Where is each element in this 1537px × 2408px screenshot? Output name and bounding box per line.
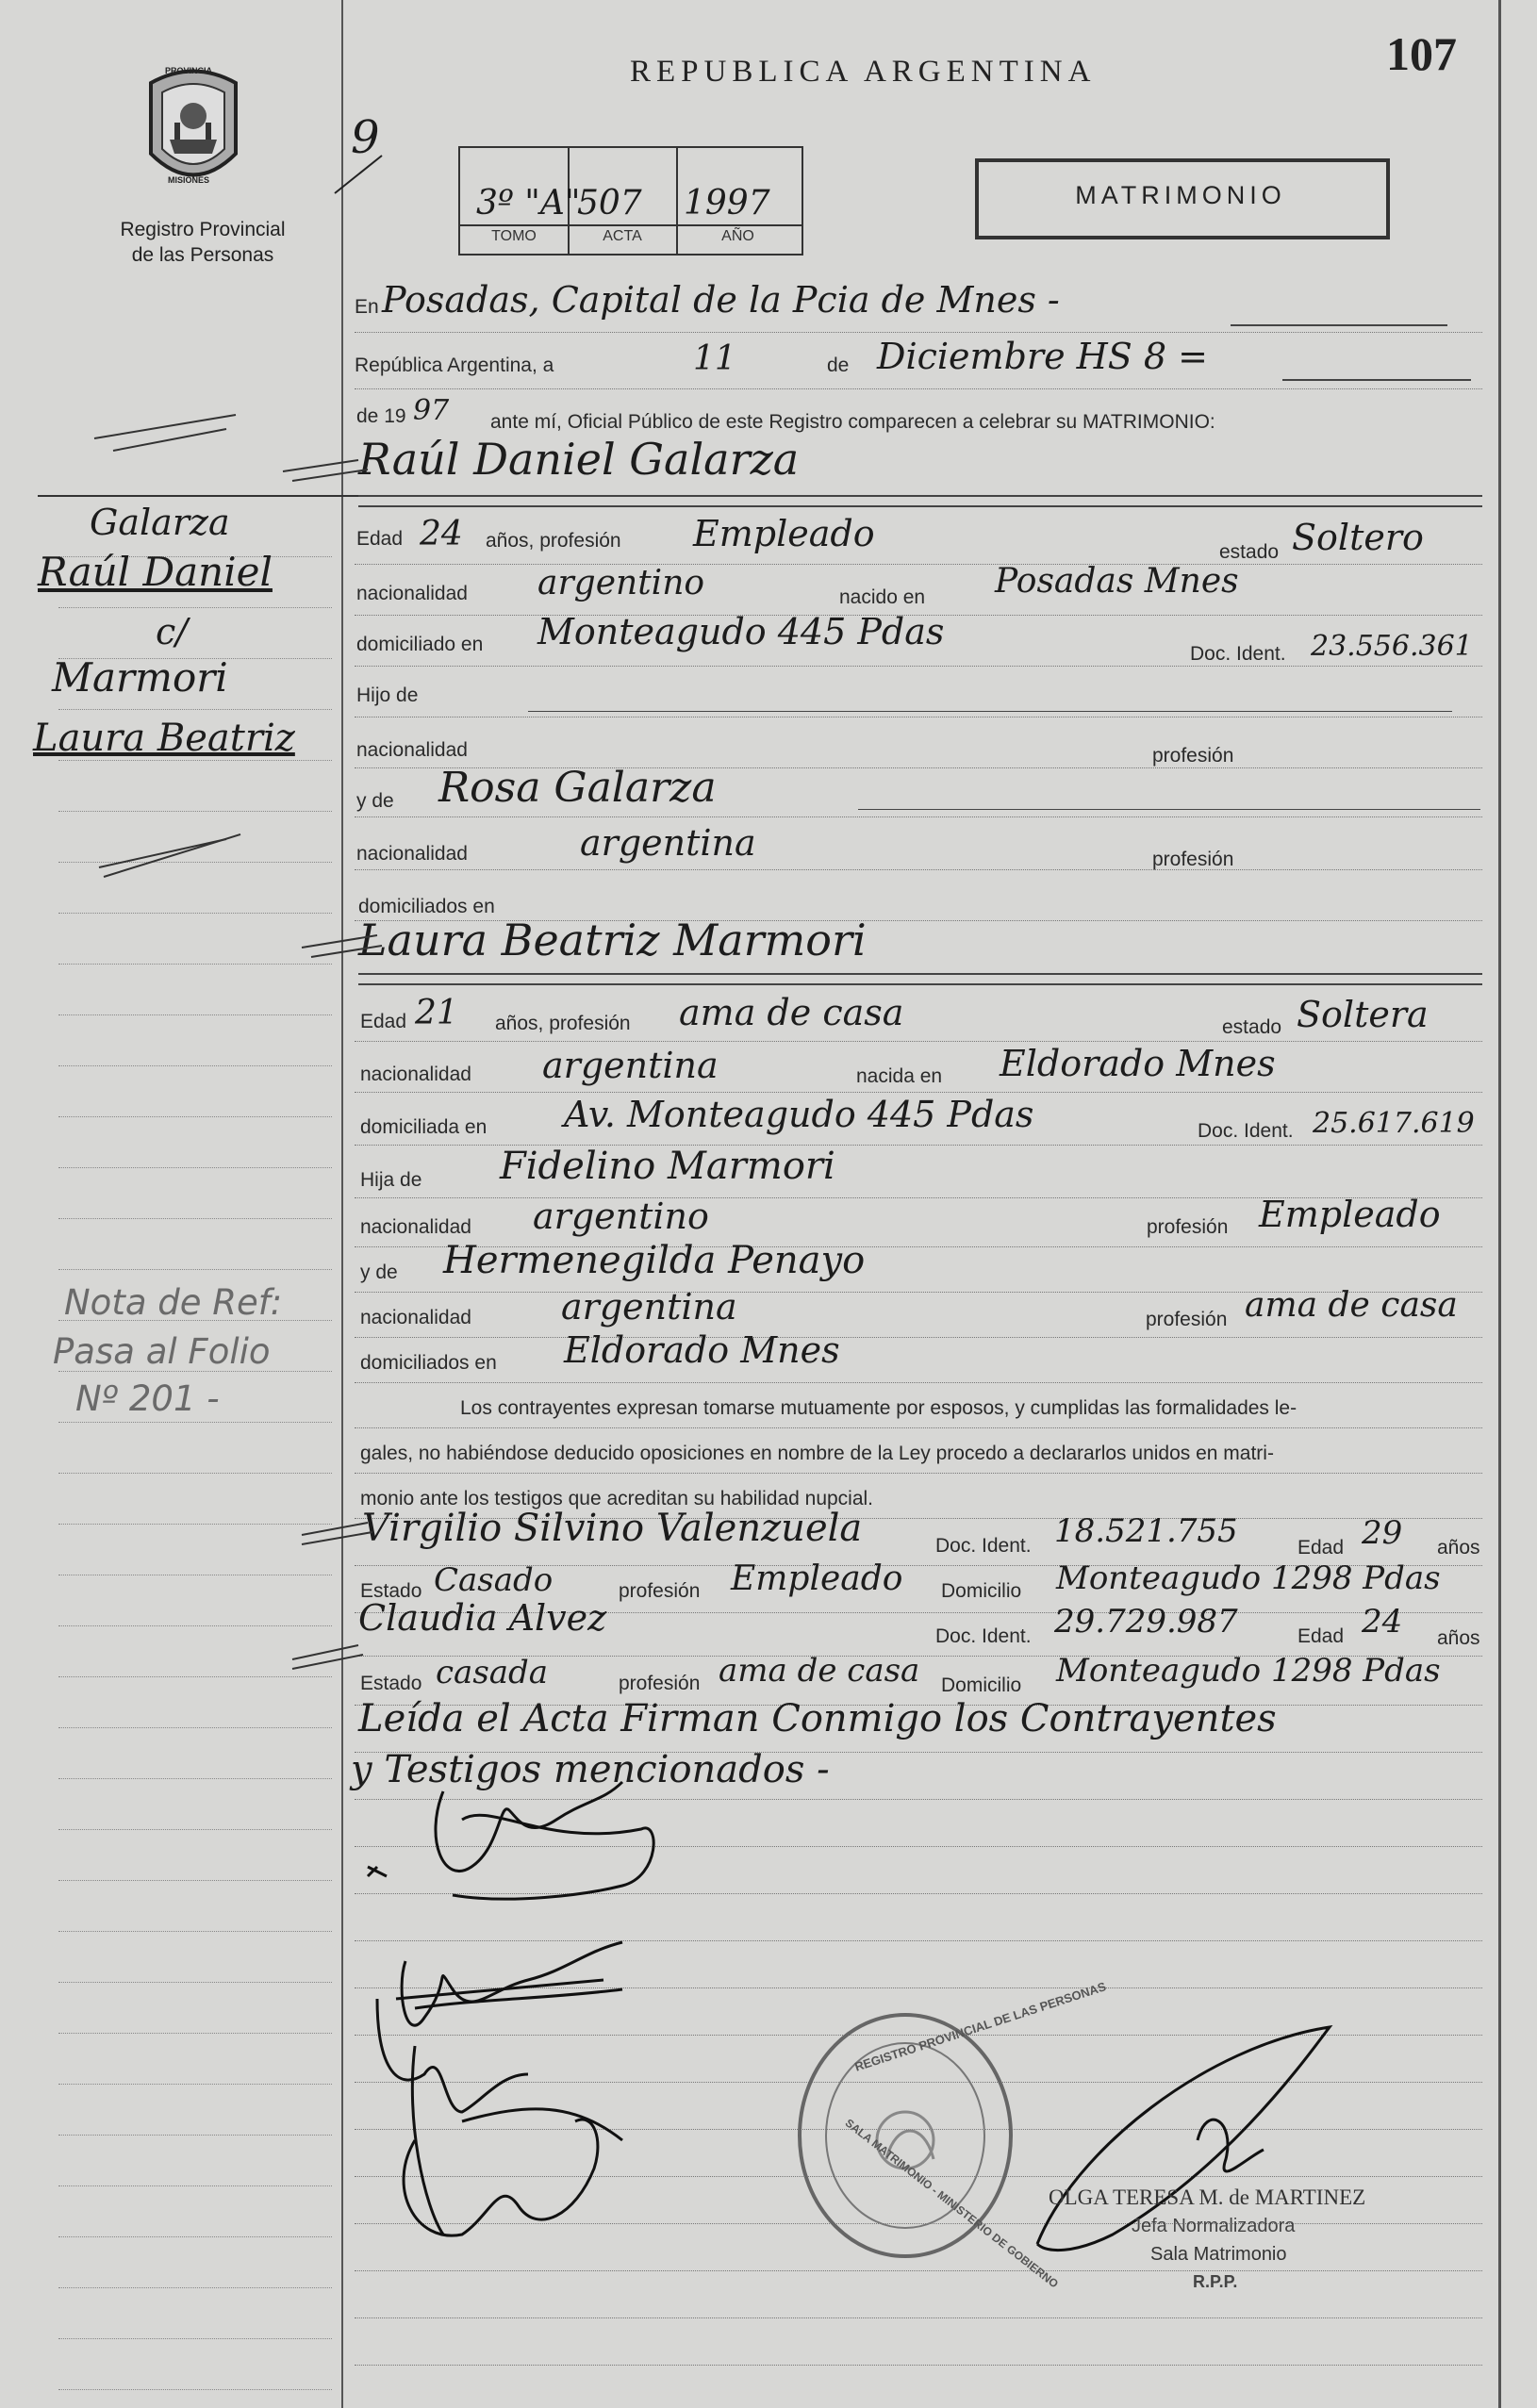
bride-born-label: nacida en xyxy=(856,1065,943,1087)
groom-mother: Rosa Galarza xyxy=(438,764,717,812)
closing-line-2: y Testigos mencionados - xyxy=(351,1748,830,1791)
witness2-age: 24 xyxy=(1362,1603,1403,1641)
day-value: 11 xyxy=(693,339,736,378)
bride-father-prof-label: profesión xyxy=(1147,1216,1229,1238)
margin-mark: 9 xyxy=(351,111,380,164)
witness2-years-label: años xyxy=(1437,1627,1480,1649)
bride-domicile: Av. Monteagudo 445 Pdas xyxy=(564,1094,1034,1135)
bride-born: Eldorado Mnes xyxy=(1000,1043,1276,1084)
bride-mother-label: y de xyxy=(360,1262,398,1283)
record-box-rule xyxy=(460,224,802,226)
act-type: MATRIMONIO xyxy=(1075,181,1286,209)
registry-line-2: de las Personas xyxy=(131,244,274,266)
bride-parents-dom-label: domiciliados en xyxy=(360,1352,497,1374)
rule-line xyxy=(355,1473,1482,1474)
margin-note-line-3: Nº 201 - xyxy=(75,1378,220,1419)
closing-line-1: Leída el Acta Firman Conmigo los Contrayentes xyxy=(358,1697,1277,1740)
witness2-domicile: Monteagudo 1298 Pdas xyxy=(1056,1652,1441,1690)
anio-label: AÑO xyxy=(721,228,754,244)
rule-line xyxy=(355,869,1482,870)
groom-nat-label: nacionalidad xyxy=(356,583,468,604)
bride-age-label: Edad xyxy=(360,1011,407,1032)
witness1-years-label: años xyxy=(1437,1537,1480,1559)
witness2-profession: ama de casa xyxy=(719,1652,920,1690)
witness1-profession: Empleado xyxy=(731,1559,903,1598)
margin-given-bride: Laura Beatriz xyxy=(33,717,295,760)
margin-surname-bride: Marmori xyxy=(52,654,228,701)
bride-mother: Hermenegilda Penayo xyxy=(443,1239,866,1282)
groom-age-label: Edad xyxy=(356,528,404,550)
bride-father-nat-label: nacionalidad xyxy=(360,1216,471,1238)
bride-doc-label: Doc. Ident. xyxy=(1198,1120,1294,1142)
stamp-inner-text: SALA MATRIMONIO - MINISTERIO DE GOBIERNO xyxy=(842,2116,1062,2291)
bride-status: Soltera xyxy=(1297,994,1429,1035)
margin-strokes xyxy=(0,0,396,2408)
place-value: Posadas, Capital de la Pcia de Mnes - xyxy=(382,279,1060,321)
groom-age: 24 xyxy=(420,515,463,553)
emblem-bottom-text: MISIONES xyxy=(168,175,210,185)
rule-line xyxy=(355,2365,1482,2366)
margin-note-line-1: Nota de Ref: xyxy=(64,1282,283,1323)
margin-surname-groom: Galarza xyxy=(90,502,230,543)
bride-father-nat: argentino xyxy=(533,1196,709,1237)
section-rule xyxy=(358,973,1482,975)
year-suffix: 97 xyxy=(413,394,450,427)
groom-born: Posadas Mnes xyxy=(995,562,1239,601)
year-prefix: de 19 xyxy=(356,405,406,427)
official-org: R.P.P. xyxy=(1193,2272,1238,2291)
declaration-line-2: gales, no habiéndose deducido oposiciones en nombre de la Ley procedo a declararlos unidos en matri- xyxy=(360,1443,1274,1464)
acta-label: ACTA xyxy=(603,228,642,244)
witness1-prof-label: profesión xyxy=(619,1580,701,1602)
rule-line xyxy=(355,388,1482,389)
bride-father-label: Hija de xyxy=(360,1169,422,1191)
section-rule xyxy=(358,983,1482,985)
bride-dom-label: domiciliada en xyxy=(360,1116,488,1138)
bride-nat-label: nacionalidad xyxy=(360,1064,471,1085)
month-time-value: Diciembre HS 8 = xyxy=(877,336,1208,377)
rule-line xyxy=(355,332,1482,333)
groom-doc-label: Doc. Ident. xyxy=(1190,643,1286,665)
groom-status: Soltero xyxy=(1292,517,1424,558)
section-rule xyxy=(358,505,1482,507)
bride-mother-prof: ama de casa xyxy=(1245,1286,1458,1325)
tomo-label: TOMO xyxy=(491,228,537,244)
rule-line xyxy=(355,1382,1482,1383)
groom-status-label: estado xyxy=(1219,541,1280,563)
witness1-domicile: Monteagudo 1298 Pdas xyxy=(1056,1559,1441,1597)
fill-line xyxy=(1282,379,1471,381)
bride-mother-prof-label: profesión xyxy=(1146,1309,1228,1330)
rule-line xyxy=(355,1092,1482,1093)
rule-line xyxy=(355,1337,1482,1338)
witness1-age: 29 xyxy=(1362,1514,1403,1552)
groom-mother-nat: argentina xyxy=(580,822,756,864)
groom-name: Raúl Daniel Galarza xyxy=(358,434,800,485)
witness1-doc: 18.521.755 xyxy=(1054,1512,1238,1550)
country-title: REPUBLICA ARGENTINA xyxy=(630,55,1097,89)
bride-parents-dom: Eldorado Mnes xyxy=(564,1329,840,1371)
rule-line xyxy=(355,1041,1482,1042)
emblem-top-text: PROVINCIA xyxy=(165,66,213,75)
fill-line xyxy=(528,711,1452,712)
fill-line xyxy=(1231,324,1447,326)
groom-prof-label: años, profesión xyxy=(486,530,621,552)
declaration-line-1: Los contrayentes expresan tomarse mutuamente por esposos, y cumplidas las formalidades le- xyxy=(460,1397,1297,1419)
registry-line-1: Registro Provincial xyxy=(120,219,286,240)
witness2-status-label: Estado xyxy=(360,1673,422,1694)
groom-mother-nat-label: nacionalidad xyxy=(356,843,468,865)
rule-line xyxy=(355,1427,1482,1428)
margin-conjunction: c/ xyxy=(156,611,189,652)
bride-mother-nat: argentina xyxy=(561,1286,737,1328)
bride-nationality: argentina xyxy=(542,1045,719,1086)
tomo-value: 3º "A" xyxy=(476,184,581,223)
groom-doc: 23.556.361 xyxy=(1311,630,1473,663)
bride-status-label: estado xyxy=(1222,1016,1282,1038)
of-label: de xyxy=(827,355,850,376)
bride-profession: ama de casa xyxy=(679,992,904,1033)
groom-mother-label: y de xyxy=(356,790,394,812)
witness1-age-label: Edad xyxy=(1297,1537,1345,1559)
witness1-doc-label: Doc. Ident. xyxy=(935,1535,1032,1557)
bride-age: 21 xyxy=(415,994,458,1032)
witness2-name: Claudia Alvez xyxy=(358,1597,607,1639)
bride-doc: 25.617.619 xyxy=(1313,1107,1475,1140)
anio-value: 1997 xyxy=(684,184,770,223)
stamp-ring-text: REGISTRO PROVINCIAL DE LAS PERSONAS xyxy=(852,1979,1108,2074)
bride-father: Fidelino Marmori xyxy=(500,1145,835,1188)
groom-profession: Empleado xyxy=(693,513,875,554)
witness2-status: casada xyxy=(436,1654,549,1691)
witness1-dom-label: Domicilio xyxy=(941,1580,1022,1602)
witness1-name: Virgilio Silvino Valenzuela xyxy=(362,1507,863,1550)
official-office: Sala Matrimonio xyxy=(1150,2244,1287,2265)
witness2-doc-label: Doc. Ident. xyxy=(935,1625,1032,1647)
rule-line xyxy=(355,816,1482,817)
bride-mother-nat-label: nacionalidad xyxy=(360,1307,471,1328)
rule-line xyxy=(355,564,1482,565)
statement: ante mí, Oficial Público de este Registro comparecen a celebrar su MATRIMONIO: xyxy=(490,411,1215,433)
official-title: Jefa Normalizadora xyxy=(1132,2216,1296,2236)
groom-domicile: Monteagudo 445 Pdas xyxy=(537,611,945,652)
groom-nationality: argentino xyxy=(537,564,705,602)
witness2-doc: 29.729.987 xyxy=(1054,1603,1238,1641)
bride-name: Laura Beatriz Marmori xyxy=(358,915,867,965)
rule-line xyxy=(355,2317,1482,2318)
right-border xyxy=(1498,0,1501,2408)
date-label: República Argentina, a xyxy=(355,355,554,376)
groom-dom-label: domiciliado en xyxy=(356,634,484,655)
section-rule xyxy=(358,495,1482,497)
acta-value: 507 xyxy=(577,184,642,223)
groom-father-nat-label: nacionalidad xyxy=(356,739,468,761)
witness2-prof-label: profesión xyxy=(619,1673,701,1694)
witness2-dom-label: Domicilio xyxy=(941,1674,1022,1696)
declaration-line-3: monio ante los testigos que acreditan su habilidad nupcial. xyxy=(360,1488,874,1509)
bride-prof-label: años, profesión xyxy=(495,1013,631,1034)
rule-line xyxy=(355,666,1482,667)
witness2-age-label: Edad xyxy=(1297,1625,1345,1647)
groom-born-label: nacido en xyxy=(839,586,926,608)
groom-father-prof-label: profesión xyxy=(1152,745,1234,767)
witness1-status-label: Estado xyxy=(360,1580,422,1602)
place-label: En xyxy=(355,296,379,318)
bride-father-prof: Empleado xyxy=(1259,1194,1441,1235)
margin-note-line-2: Pasa al Folio xyxy=(53,1331,271,1372)
groom-father-label: Hijo de xyxy=(356,684,419,706)
official-name: OLGA TERESA M. de MARTINEZ xyxy=(1049,2185,1366,2209)
groom-parents-dom-label: domiciliados en xyxy=(358,896,495,917)
folio-number: 107 xyxy=(1386,27,1457,80)
fill-line xyxy=(858,809,1480,810)
margin-given-groom: Raúl Daniel xyxy=(38,549,273,595)
record-box-divider xyxy=(676,148,678,254)
witness1-status: Casado xyxy=(434,1561,554,1599)
groom-mother-prof-label: profesión xyxy=(1152,849,1234,870)
